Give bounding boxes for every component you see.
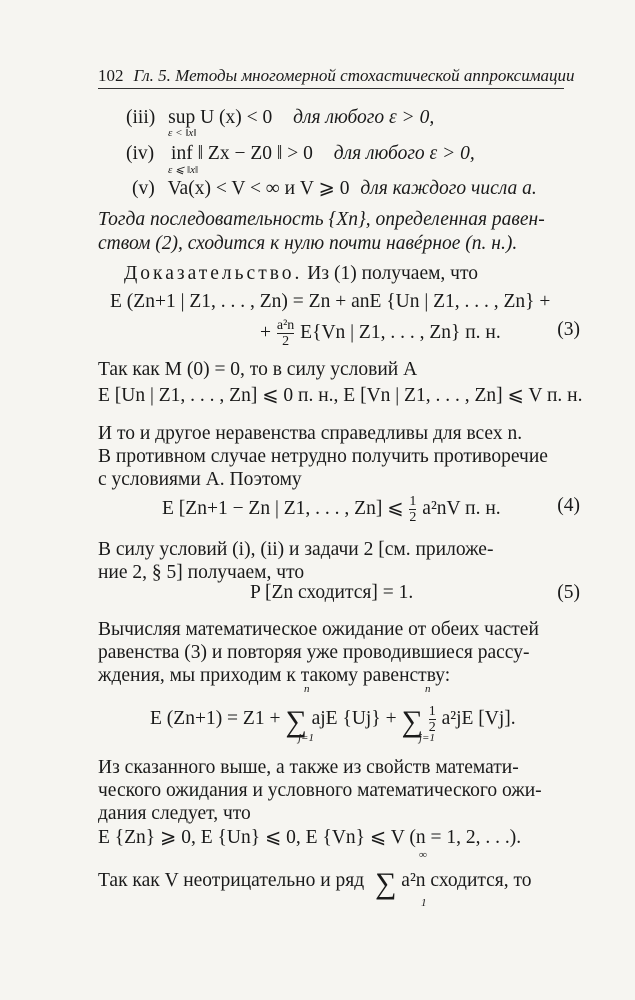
fraction xyxy=(277,318,294,349)
proof-intro xyxy=(124,262,606,286)
condition-tail: для каждого числа a. xyxy=(360,178,537,199)
chapter-title: Гл. 5. Методы многомерной стохастической аппроксимации xyxy=(133,66,575,85)
sum-lower-limit: j=1 xyxy=(419,732,435,744)
text-line: с условиями A. Поэтому xyxy=(98,469,302,490)
text-line: Из сказанного выше, а также из свойств математи- xyxy=(98,757,519,778)
text-line: Вычисляя математическое ожидание от обеих частей xyxy=(98,619,539,640)
condition-expr: sup U (x) < 0 xyxy=(168,107,273,128)
condition-iv-subscript: ε ⩽ ‖x‖ xyxy=(168,164,199,176)
equation-3-line2 xyxy=(260,318,580,349)
equation-text: a²jE [Vj]. xyxy=(441,707,516,729)
condition-expr: Va(x) < V < ∞ и V ⩾ 0 xyxy=(167,178,350,199)
numerator: 1 xyxy=(409,494,417,509)
running-header xyxy=(98,64,580,88)
text-line: ческого ожидания и условного математического ожи- xyxy=(98,780,542,801)
equation-number: (3) xyxy=(557,319,580,340)
text-line: В силу условий (i), (ii) и задачи 2 [см. приложе- xyxy=(98,539,494,560)
sum-sign: ∑ xyxy=(375,867,397,900)
equation-number: (5) xyxy=(557,582,580,603)
last-line xyxy=(98,867,580,900)
condition-label: (iv) xyxy=(126,143,155,164)
condition-expr: inf ‖ Zx − Z0 ‖ > 0 xyxy=(171,143,313,164)
equation-5 xyxy=(250,581,580,605)
plus-sign: + xyxy=(260,321,271,343)
proof-text: Из (1) получаем, что xyxy=(307,263,479,284)
fraction xyxy=(429,704,436,735)
denominator: 2 xyxy=(428,720,436,735)
sum-upper-limit: ∞ xyxy=(419,849,427,861)
sum-sign: ∑ xyxy=(401,704,423,738)
text-line: Так как M (0) = 0, то в силу условий A xyxy=(98,359,418,380)
condition-tail: для любого ε > 0, xyxy=(333,143,475,164)
text-line: И то и другое неравенства справедливы для всех n. xyxy=(98,423,523,444)
numerator: a²n xyxy=(276,318,295,333)
condition-label: (iii) xyxy=(126,107,156,128)
equation-4 xyxy=(162,494,580,525)
thesis-line: Тогда последовательность {Xn}, определенная равен- xyxy=(98,209,545,230)
denominator: 2 xyxy=(409,510,417,525)
text-line: ждения, мы приходим к такому равенству: xyxy=(98,665,451,686)
equation-text: P [Zn сходится] = 1. xyxy=(250,582,414,603)
equation-text: ajE {Uj} + xyxy=(311,707,397,729)
equation-3-line1: E (Zn+1 | Z1, . . . , Zn) = Zn + anE {Un | Z1, . . . , Zn} + xyxy=(110,291,551,312)
condition-label: (v) xyxy=(132,178,155,199)
proof-word: Доказательство. xyxy=(124,263,303,284)
equation-text: E [Zn+1 − Zn | Z1, . . . , Zn] ⩽ xyxy=(162,497,404,519)
text-line: ние 2, § 5] получаем, что xyxy=(98,562,305,583)
condition-iii xyxy=(126,106,608,130)
header-rule xyxy=(98,88,564,89)
equation-text: E (Zn+1) = Z1 + xyxy=(150,707,281,729)
fraction xyxy=(409,494,416,525)
condition-tail: для любого ε > 0, xyxy=(293,107,435,128)
numerator: 1 xyxy=(428,704,436,719)
sum-lower-limit: j=1 xyxy=(298,732,314,744)
sum-lower-limit: 1 xyxy=(421,897,427,909)
equation-number: (4) xyxy=(557,495,580,516)
text-line: равенства (3) и повторяя уже проводившиеся рассу- xyxy=(98,642,530,663)
sum-sign: ∑ xyxy=(285,704,307,738)
equation-text: a²nV п. н. xyxy=(422,497,501,519)
text-line: В противном случае нетрудно получить противоречие xyxy=(98,446,548,467)
inequality-line: E {Zn} ⩾ 0, E {Un} ⩽ 0, E {Vn} ⩽ V (n = 1, 2, . . .). xyxy=(98,827,522,848)
text-line: дания следует, что xyxy=(98,803,251,824)
page-number: 102 xyxy=(98,66,124,85)
sum-upper-limit: n xyxy=(425,683,431,695)
sum-upper-limit: n xyxy=(304,683,310,695)
condition-iii-subscript: ε < ‖x‖ xyxy=(168,127,197,139)
text: a²n сходится, то xyxy=(401,870,532,891)
text: Так как V неотрицательно и ряд xyxy=(98,870,365,891)
denominator: 2 xyxy=(282,334,290,349)
equation-text: E{Vn | Z1, . . . , Zn} п. н. xyxy=(300,321,501,343)
condition-iv xyxy=(126,142,608,166)
thesis-line: ством (2), сходится к нулю почти навéрное (п. н.). xyxy=(98,233,518,254)
condition-v xyxy=(132,177,614,201)
inequality-line: E [Un | Z1, . . . , Zn] ⩽ 0 п. н., E [Vn | Z1, . . . , Zn] ⩽ V п. н. xyxy=(98,385,583,406)
